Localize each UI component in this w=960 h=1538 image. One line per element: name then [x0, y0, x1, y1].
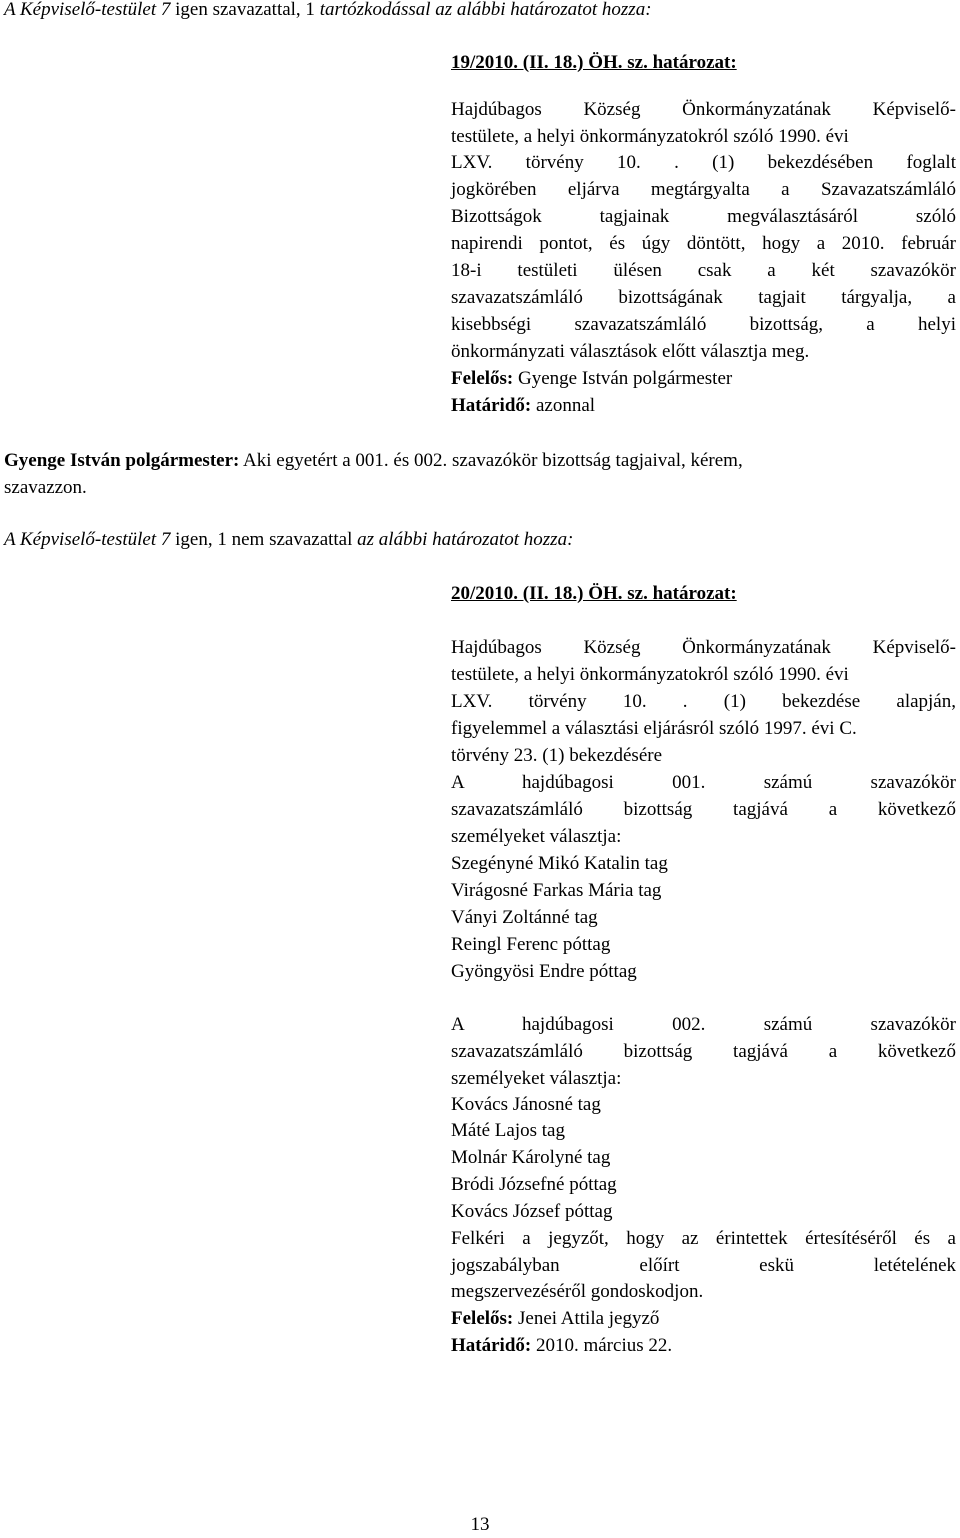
vote-intro-2-a: A Képviselő-testület 7: [4, 529, 171, 550]
list-item: Gyöngyösi Endre póttag: [451, 961, 637, 982]
resolution-1-responsible: [451, 366, 732, 392]
resolution-2-line: szavazatszámláló bizottság tagjává a következő: [451, 1041, 956, 1062]
resolution-1-line: napirendi pontot, és úgy döntött, hogy a 2010. február: [451, 233, 956, 254]
speech-line-1: [4, 448, 743, 474]
resolution-2-deadline: [451, 1333, 672, 1359]
resolution-2-line: LXV. törvény 10. . (1) bekezdése alapján,: [451, 691, 956, 712]
resolution-1-line: szavazatszámláló bizottságának tagjait tárgyalja, a: [451, 287, 956, 308]
resolution-2-line: szavazatszámláló bizottság tagjává a következő: [451, 799, 956, 820]
resolution-1-line: Hajdúbagos Község Önkormányzatának Képviselő-: [451, 99, 956, 120]
responsible-value: Gyenge István polgármester: [513, 368, 733, 389]
list-item: Bródi Józsefné póttag: [451, 1174, 617, 1195]
deadline-label: Határidő:: [451, 395, 532, 416]
list-item: Kovács Jánosné tag: [451, 1094, 601, 1115]
page-number: 13: [470, 1514, 490, 1535]
resolution-1-line: jogkörében eljárva megtárgyalta a Szavazatszámláló: [451, 179, 956, 200]
speech-line-2: szavazzon.: [4, 477, 87, 498]
resolution-2-line: figyelemmel a választási eljárásról szóló 1997. évi C.: [451, 718, 857, 739]
responsible-label: Felelős:: [451, 1308, 514, 1329]
deadline-value: azonnal: [531, 395, 596, 416]
resolution-1-line: testülete, a helyi önkormányzatokról szóló 1990. évi: [451, 126, 849, 147]
vote-intro-1-b: igen szavazattal, 1: [170, 0, 315, 20]
deadline-value: 2010. március 22.: [531, 1335, 673, 1356]
resolution-1-title: 19/2010. (II. 18.) ÖH. sz. határozat:: [451, 52, 737, 73]
resolution-1-line: kisebbségi szavazatszámláló bizottság, a helyi: [451, 314, 956, 335]
list-item: Szegényné Mikó Katalin tag: [451, 853, 668, 874]
speech-text: Aki egyetért a 001. és 002. szavazókör bizottság tagjaival, kérem,: [239, 450, 743, 471]
resolution-2-line: A hajdúbagosi 002. számú szavazókör: [451, 1014, 956, 1035]
deadline-label: Határidő:: [451, 1335, 532, 1356]
resolution-2-line: személyeket választja:: [451, 1068, 622, 1089]
responsible-value: Jenei Attila jegyző: [513, 1308, 660, 1329]
vote-intro-1-a: A Képviselő-testület 7: [4, 0, 171, 20]
responsible-label: Felelős:: [451, 368, 514, 389]
resolution-1-line: LXV. törvény 10. . (1) bekezdésében foglalt: [451, 152, 956, 173]
list-item: Virágosné Farkas Mária tag: [451, 880, 662, 901]
vote-intro-1-c: tartózkodással az alábbi határozatot hozza:: [314, 0, 652, 20]
resolution-2-line: törvény 23. (1) bekezdésére: [451, 745, 663, 766]
list-item: Reingl Ferenc póttag: [451, 934, 611, 955]
resolution-1-deadline: [451, 393, 595, 419]
closing-line: jogszabályban előírt eskü letételének: [451, 1255, 956, 1276]
resolution-2-line: Hajdúbagos Község Önkormányzatának Képviselő-: [451, 637, 956, 658]
resolution-2-line: testülete, a helyi önkormányzatokról szóló 1990. évi: [451, 664, 849, 685]
resolution-1-line: 18-i testületi ülésen csak a két szavazókör: [451, 260, 956, 281]
vote-intro-2-b: igen, 1 nem szavazattal: [170, 529, 353, 550]
vote-intro-2-c: az alábbi határozatot hozza:: [352, 529, 574, 550]
resolution-1-line: Bizottságok tagjainak megválasztásáról szóló: [451, 206, 956, 227]
resolution-1-line: önkormányzati választások előtt választja meg.: [451, 341, 810, 362]
vote-intro-2: [4, 527, 573, 553]
list-item: Ványi Zoltánné tag: [451, 907, 598, 928]
vote-intro-1: [4, 0, 652, 23]
speaker-name: Gyenge István polgármester:: [4, 450, 240, 471]
list-item: Kovács József póttag: [451, 1201, 613, 1222]
list-item: Molnár Károlyné tag: [451, 1147, 611, 1168]
resolution-2-line: személyeket választja:: [451, 826, 622, 847]
resolution-2-responsible: [451, 1306, 659, 1332]
closing-line: Felkéri a jegyzőt, hogy az érintettek értesítéséről és a: [451, 1228, 956, 1249]
resolution-2-title: 20/2010. (II. 18.) ÖH. sz. határozat:: [451, 583, 737, 604]
list-item: Máté Lajos tag: [451, 1120, 565, 1141]
closing-line: megszervezéséről gondoskodjon.: [451, 1281, 704, 1302]
resolution-2-line: A hajdúbagosi 001. számú szavazókör: [451, 772, 956, 793]
